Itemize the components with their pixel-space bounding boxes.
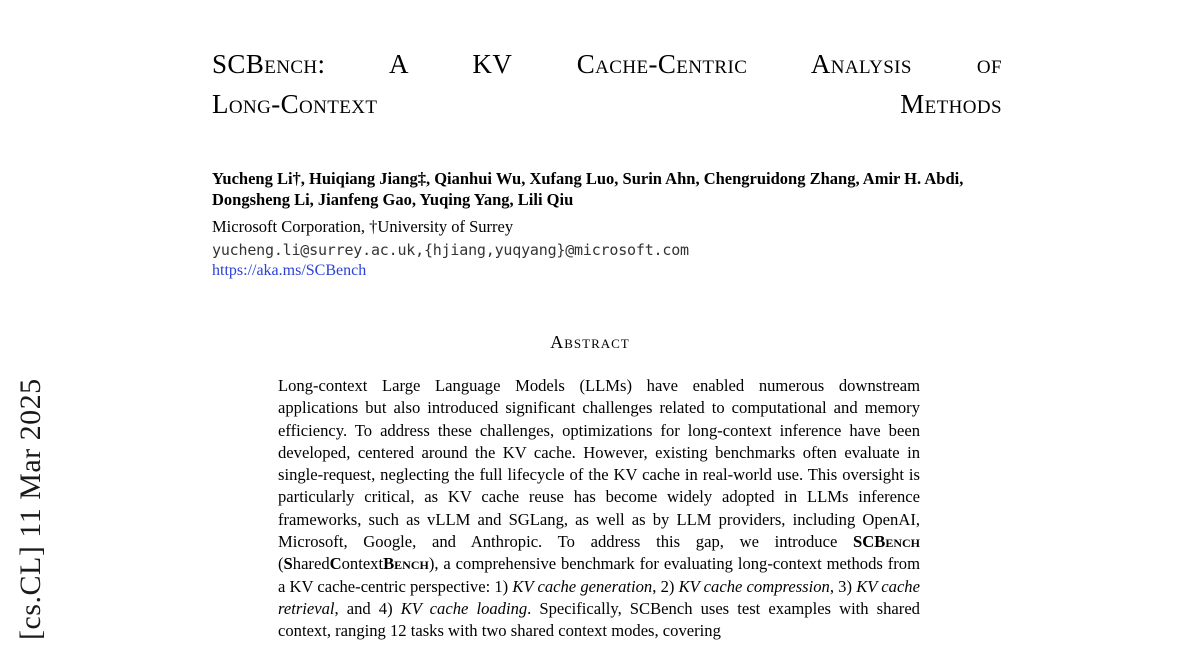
page-title-line-2: Long-Context Methods: [212, 89, 1002, 119]
page-title-line-1: SCBench: A KV Cache-Centric Analysis of: [212, 49, 1002, 79]
page-title: [212, 44, 1002, 124]
author-list: Yucheng Li†, Huiqiang Jiang‡, Qianhui Wu, Xufang Luo, Surin Ahn, Chengruidong Zhang, Amir H. Abdi, Dongsheng Li, Jianfeng Gao, Yuqing Yang, Lili Qiu: [212, 169, 964, 209]
arxiv-identifier-stamp: [0, 0, 62, 648]
contact-emails: yucheng.li@surrey.ac.uk,{hjiang,yuqyang}@microsoft.com: [212, 241, 689, 259]
abstract-heading: Abstract: [550, 332, 630, 352]
paper-content: [212, 0, 1002, 643]
abstract-text: Long-context Large Language Models (LLMs) have enabled numerous downstream applications but also introduced significant challenges related to computational and memory efficiency. To address these challenges, optimizations for long-context inference have been developed, centered around the KV cache. However, existing benchmarks often evaluate in single-request, neglecting the full lifecycle of the KV cache in real-world use. This oversight is particularly critical, as KV cache reuse has become widely adopted in LLMs inference frameworks, such as vLLM and SGLang, as well as by LLM providers, including OpenAI, Microsoft, Google, and Anthropic. To address this gap, we introduce SCBench (SharedContextBench), a comprehensive benchmark for evaluating long-context methods from a KV cache-centric perspective: 1) KV cache generation, 2) KV cache compression, 3) KV cache retrieval, and 4) KV cache loading. Specifically, SCBench uses test examples with shared context, ranging 12 tasks with two shared context modes, covering: [278, 376, 920, 641]
arxiv-stamp-text: [cs.CL] 11 Mar 2025: [14, 378, 47, 640]
project-url-link[interactable]: https://aka.ms/SCBench: [212, 262, 367, 279]
affiliation: Microsoft Corporation, †University of Surrey: [212, 217, 514, 236]
